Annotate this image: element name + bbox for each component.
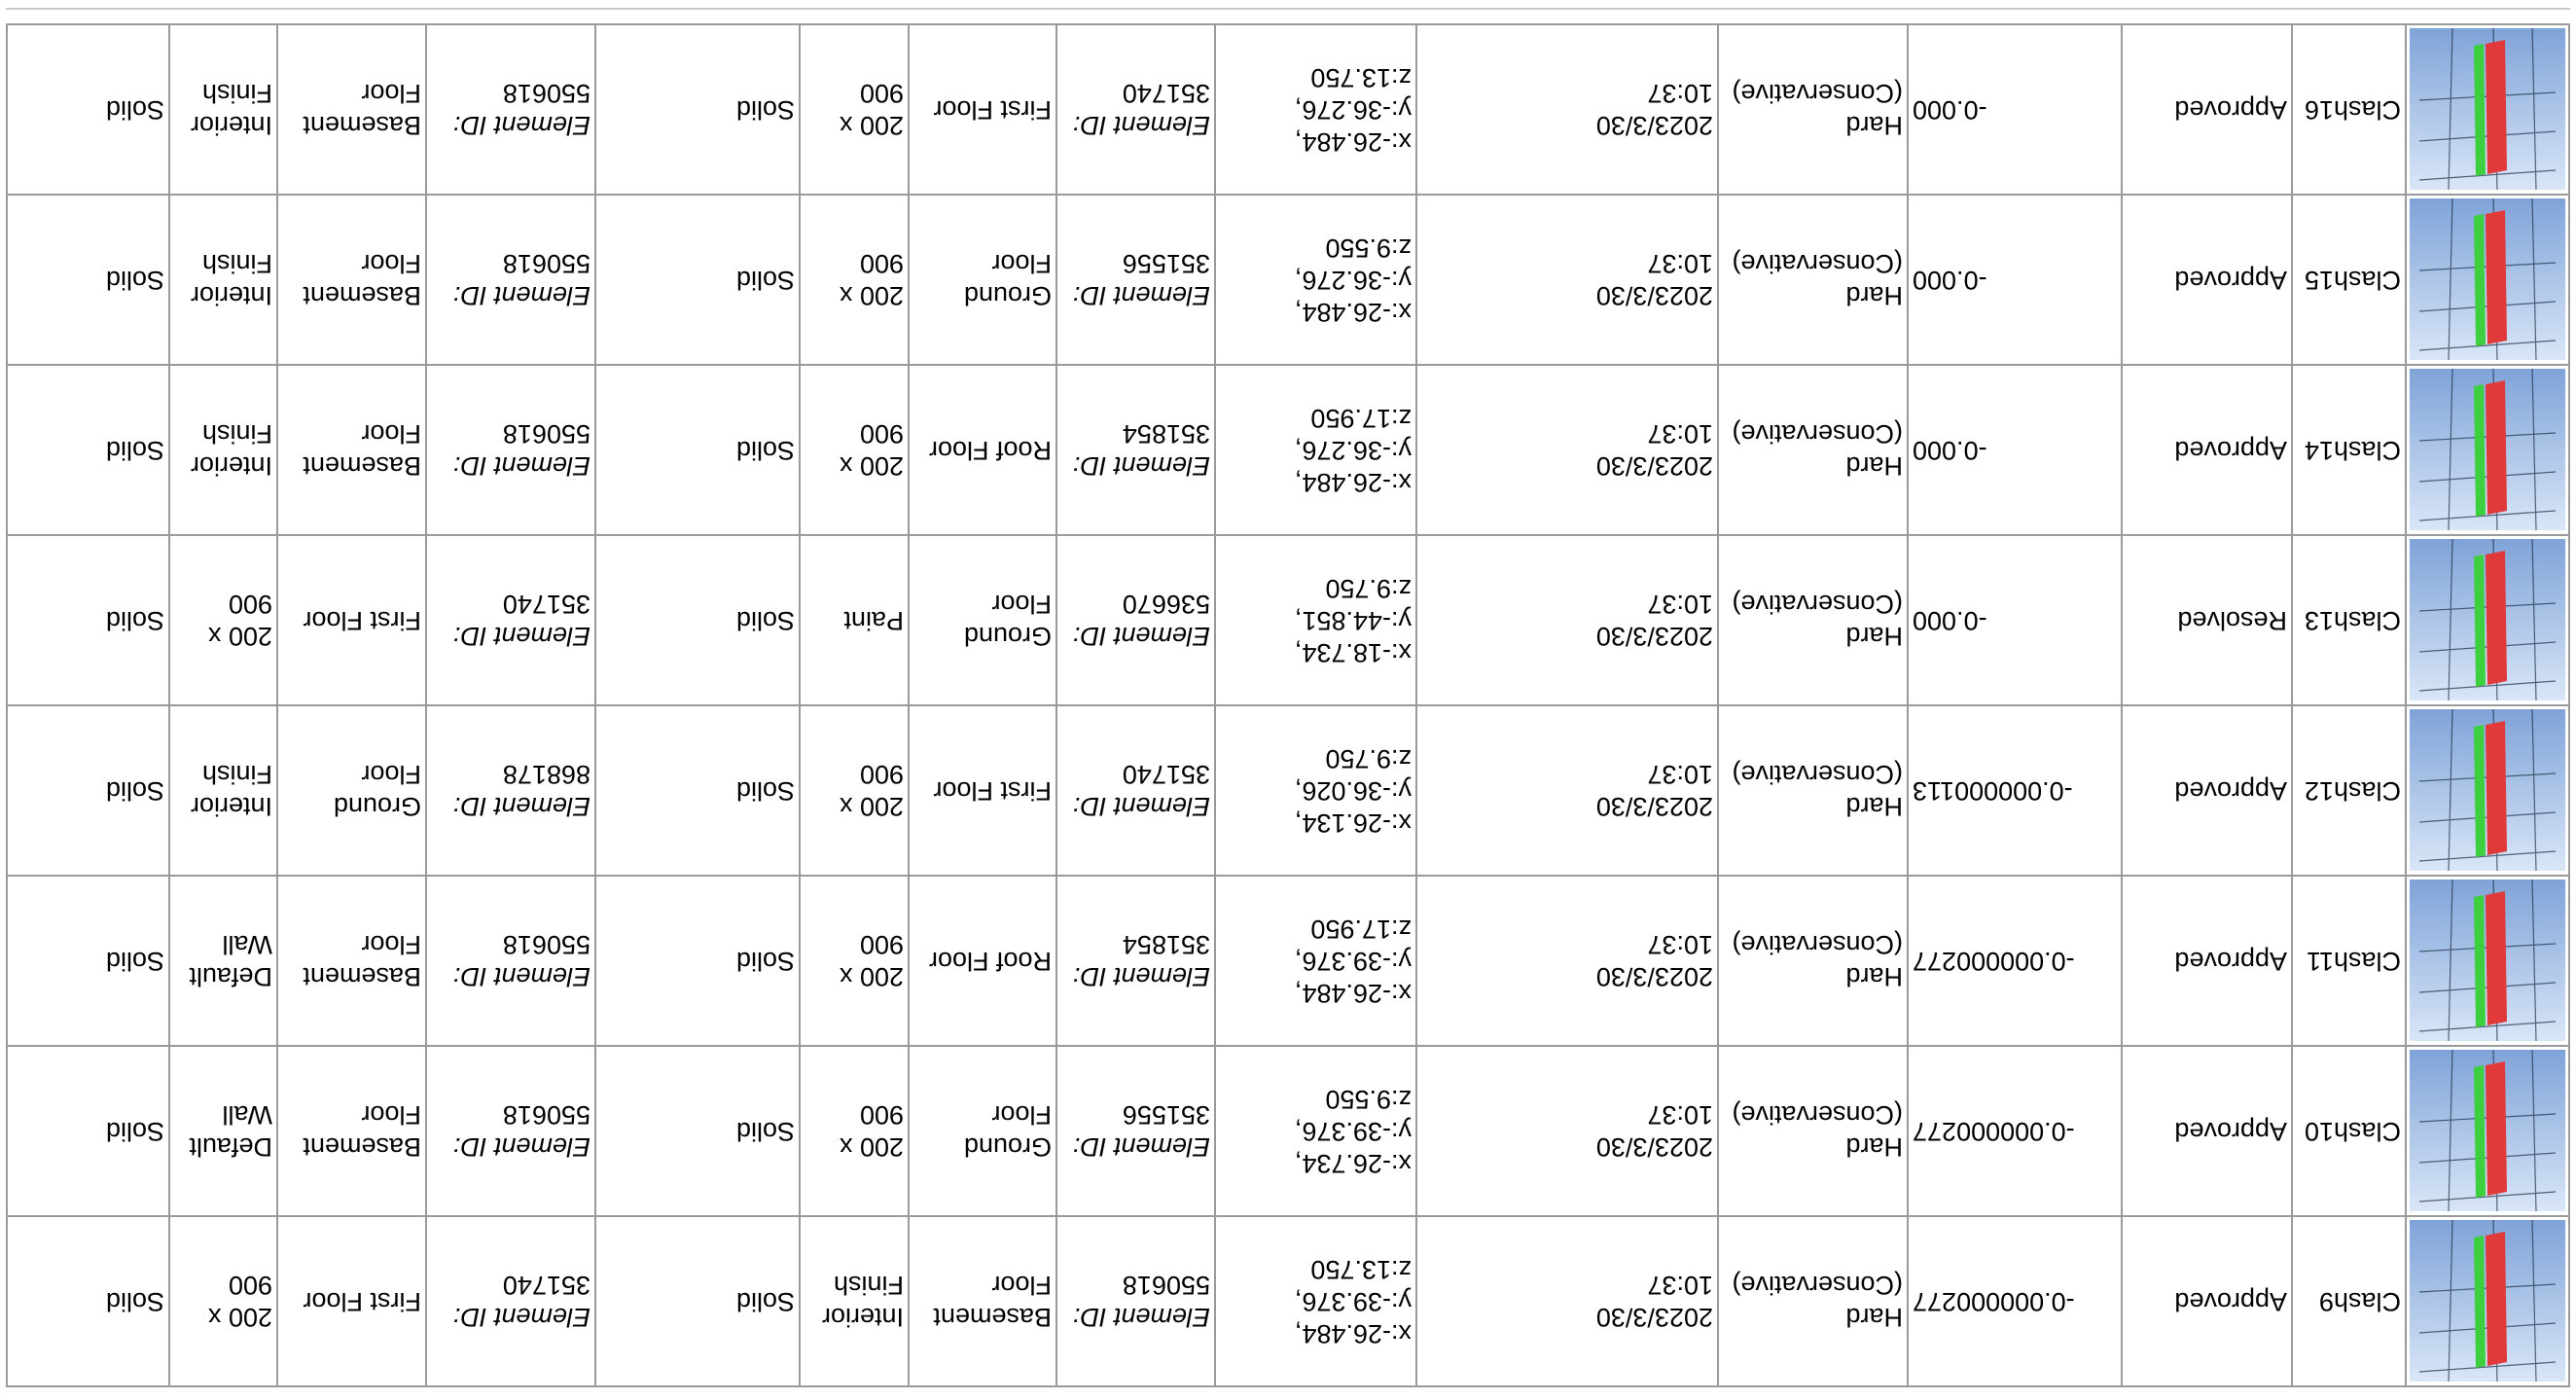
clash-name (2292, 705, 2406, 876)
clash-name (2292, 365, 2406, 535)
clash-thumbnail-image (2410, 29, 2565, 191)
item2-type-text: Solid (105, 947, 164, 976)
item1-element-id-text: 351854 (1122, 419, 1210, 449)
item2-layer (277, 195, 426, 365)
item1-name-text: 200 x 900 (839, 79, 904, 141)
item2-type (7, 1046, 169, 1216)
item1-type-text: Solid (735, 266, 795, 295)
item1-layer-text: Ground Floor (963, 249, 1052, 311)
clash-point-text: z:9.750 (1325, 744, 1412, 773)
clash-description-text: Hard (Conservative) (1732, 79, 1903, 141)
item2-element-id-text: 868178 (502, 760, 590, 790)
clash-description (1718, 876, 1908, 1046)
clash-distance-text: -0.000000113 (1913, 776, 2073, 806)
clash-point (1215, 365, 1416, 535)
clash-thumbnail-image (2410, 880, 2565, 1042)
item2-element-id-text: 550618 (502, 249, 590, 279)
clash-point (1215, 535, 1416, 705)
item1-type-text: Solid (735, 947, 795, 976)
clash-found-date-text: 2023/3/30 (1595, 1303, 1713, 1333)
clash-name-text: Clash11 (2306, 947, 2401, 976)
clash-distance (1908, 876, 2122, 1046)
clash-distance-text: -0.000000277 (1913, 1287, 2075, 1316)
item2-element-id-text: Element ID: (452, 1303, 590, 1333)
clash-name-text: Clash9 (2318, 1287, 2401, 1316)
item1-layer-text: Ground Floor (963, 590, 1052, 652)
item1-element-id-text: 550618 (1122, 1271, 1210, 1301)
item1-layer-text: First Floor (933, 776, 1052, 806)
item2-element-id-text: Element ID: (452, 962, 590, 992)
item2-type (7, 535, 169, 705)
item2-layer (277, 535, 426, 705)
item2-type-text: Solid (105, 606, 164, 635)
clash-point (1215, 1216, 1416, 1386)
clash-description (1718, 705, 1908, 876)
clash-name-text: Clash13 (2304, 606, 2401, 635)
clash-status-text: Approved (2174, 1117, 2287, 1146)
clash-status (2122, 365, 2292, 535)
clash-status (2122, 535, 2292, 705)
item1-type (595, 195, 800, 365)
clash-thumbnail-cell (2406, 24, 2569, 195)
clash-name-text: Clash14 (2304, 436, 2401, 465)
clash-name-text: Clash12 (2304, 776, 2401, 806)
clash-row (7, 195, 2569, 365)
item2-element-id-text: 550618 (502, 1100, 590, 1131)
clash-status (2122, 1216, 2292, 1386)
clash-name-text: Clash10 (2304, 1117, 2401, 1146)
item2-name-text: Interior Finish (190, 760, 272, 822)
clash-distance-text: -0.000 (1913, 436, 1987, 465)
clash-point-text: x:-18.734, y:-44.851, (1294, 606, 1412, 667)
clash-thumbnail-cell (2406, 1216, 2569, 1386)
item1-type-text: Solid (735, 776, 795, 806)
item2-element-id-text: Element ID: (452, 281, 590, 311)
clash-point (1215, 1046, 1416, 1216)
item2-element-id (426, 705, 595, 876)
item2-element-id-text: 351740 (502, 1271, 590, 1301)
clash-status (2122, 705, 2292, 876)
item1-layer-text: Ground Floor (963, 1100, 1052, 1163)
item2-element-id (426, 535, 595, 705)
item1-name-text: 200 x 900 (839, 760, 904, 822)
clash-point-text: x:-26.734, y:-39.376, (1294, 1117, 1412, 1178)
clash-description-text: Hard (Conservative) (1732, 760, 1903, 822)
clash-name (2292, 195, 2406, 365)
item2-type (7, 1216, 169, 1386)
item2-name-text: Interior Finish (190, 419, 272, 482)
clash-found-date (1416, 1216, 1718, 1386)
clash-found-date-text: 2023/3/30 (1595, 111, 1713, 141)
item2-element-id (426, 1216, 595, 1386)
clash-point (1215, 705, 1416, 876)
item2-element-id-text: 550618 (502, 930, 590, 960)
clash-point-text: x:-26.484, y:-39.376, (1294, 1287, 1412, 1348)
clash-description (1718, 1216, 1908, 1386)
item1-name (800, 1216, 909, 1386)
item1-name (800, 24, 909, 195)
item1-name-text: 200 x 900 (839, 930, 904, 992)
item2-type (7, 876, 169, 1046)
clash-thumbnail-cell (2406, 365, 2569, 535)
clash-point (1215, 876, 1416, 1046)
item1-element-id-text: Element ID: (1072, 451, 1210, 482)
clash-distance (1908, 195, 2122, 365)
clash-name (2292, 535, 2406, 705)
item2-layer-text: First Floor (303, 1287, 421, 1316)
clash-status-text: Approved (2174, 1287, 2287, 1316)
clash-status (2122, 1046, 2292, 1216)
clash-description (1718, 535, 1908, 705)
item1-type (595, 24, 800, 195)
item2-type-text: Solid (105, 95, 164, 125)
item2-type (7, 365, 169, 535)
item1-element-id (1056, 365, 1215, 535)
clash-point (1215, 24, 1416, 195)
item2-name (169, 535, 277, 705)
clash-distance (1908, 1216, 2122, 1386)
item2-name-text: Default Wall (189, 1100, 272, 1163)
clash-found-date-text: 10:37 (1647, 590, 1713, 620)
item1-type (595, 1046, 800, 1216)
page-rule (6, 8, 2570, 10)
clash-distance (1908, 1046, 2122, 1216)
item1-layer-text: Roof Floor (928, 436, 1052, 465)
item1-element-id (1056, 876, 1215, 1046)
item1-element-id (1056, 1046, 1215, 1216)
item2-type-text: Solid (105, 1287, 164, 1316)
clash-thumbnail-cell (2406, 195, 2569, 365)
item1-name (800, 1046, 909, 1216)
clash-status-text: Approved (2174, 436, 2287, 465)
item2-type (7, 24, 169, 195)
item1-element-id-text: Element ID: (1072, 281, 1210, 311)
item1-layer (909, 705, 1056, 876)
item2-layer (277, 24, 426, 195)
item2-type-text: Solid (105, 266, 164, 295)
clash-point-text: z:9.550 (1325, 233, 1412, 263)
clash-thumbnail-image (2410, 1051, 2565, 1212)
clash-description-text: Hard (Conservative) (1732, 1271, 1903, 1333)
item2-layer (277, 1046, 426, 1216)
item2-type-text: Solid (105, 436, 164, 465)
item2-name-text: Interior Finish (190, 79, 272, 141)
item2-layer (277, 1216, 426, 1386)
clash-status (2122, 876, 2292, 1046)
clash-found-date-text: 2023/3/30 (1595, 962, 1713, 992)
clash-status-text: Approved (2174, 266, 2287, 295)
item1-element-id-text: 351556 (1122, 1100, 1210, 1131)
clash-name (2292, 24, 2406, 195)
clash-distance (1908, 535, 2122, 705)
clash-found-date (1416, 1046, 1718, 1216)
clash-thumbnail-cell (2406, 535, 2569, 705)
clash-found-date (1416, 195, 1718, 365)
clash-distance (1908, 365, 2122, 535)
item2-name-text: Interior Finish (190, 249, 272, 311)
clash-found-date-text: 10:37 (1647, 930, 1713, 960)
item2-name-text: Default Wall (189, 930, 272, 992)
clash-found-date (1416, 535, 1718, 705)
clash-description-text: Hard (Conservative) (1732, 930, 1903, 992)
clash-status-text: Approved (2174, 947, 2287, 976)
clash-found-date-text: 2023/3/30 (1595, 451, 1713, 482)
item1-name (800, 876, 909, 1046)
clash-found-date-text: 10:37 (1647, 760, 1713, 790)
item1-element-id-text: Element ID: (1072, 111, 1210, 141)
item1-name-text: Paint (843, 606, 904, 635)
item1-type-text: Solid (735, 95, 795, 125)
item2-element-id-text: 550618 (502, 79, 590, 109)
item1-element-id-text: 351854 (1122, 930, 1210, 960)
clash-row (7, 535, 2569, 705)
clash-found-date (1416, 24, 1718, 195)
clash-status-text: Approved (2174, 95, 2287, 125)
clash-found-date (1416, 365, 1718, 535)
clash-description-text: Hard (Conservative) (1732, 1100, 1903, 1163)
item1-element-id-text: Element ID: (1072, 962, 1210, 992)
item2-layer-text: First Floor (303, 606, 421, 635)
item2-name (169, 365, 277, 535)
clash-point-text: z:9.750 (1325, 574, 1412, 603)
clash-distance-text: -0.000 (1913, 266, 1987, 295)
item1-element-id-text: 536670 (1122, 590, 1210, 620)
clash-found-date-text: 10:37 (1647, 249, 1713, 279)
clash-point (1215, 195, 1416, 365)
item1-layer (909, 1046, 1056, 1216)
item1-type (595, 1216, 800, 1386)
clash-distance (1908, 24, 2122, 195)
item2-type (7, 195, 169, 365)
clash-distance (1908, 705, 2122, 876)
item1-type-text: Solid (735, 436, 795, 465)
clash-thumbnail-image (2410, 540, 2565, 701)
item1-type-text: Solid (735, 1287, 795, 1316)
clash-name-text: Clash15 (2304, 266, 2401, 295)
clash-row (7, 705, 2569, 876)
item1-element-id-text: 351740 (1122, 79, 1210, 109)
item2-name (169, 195, 277, 365)
item2-layer (277, 705, 426, 876)
clash-row (7, 1216, 2569, 1386)
item1-element-id-text: Element ID: (1072, 792, 1210, 822)
item1-name (800, 535, 909, 705)
clash-name (2292, 1216, 2406, 1386)
clash-description (1718, 1046, 1908, 1216)
item1-element-id (1056, 705, 1215, 876)
clash-point-text: x:-26.134, y:-36.026, (1294, 776, 1412, 838)
item1-layer (909, 365, 1056, 535)
clash-name-text: Clash16 (2304, 95, 2401, 125)
clash-found-date-text: 10:37 (1647, 419, 1713, 449)
item2-element-id-text: Element ID: (452, 622, 590, 652)
item2-element-id-text: Element ID: (452, 792, 590, 822)
clash-description-text: Hard (Conservative) (1732, 590, 1903, 652)
item2-layer-text: Basement Floor (303, 930, 421, 992)
item1-type (595, 705, 800, 876)
item1-type-text: Solid (735, 606, 795, 635)
clash-found-date-text: 2023/3/30 (1595, 281, 1713, 311)
clash-point-text: x:-26.484, y:-36.276, (1294, 266, 1412, 327)
clash-row (7, 365, 2569, 535)
clash-found-date-text: 10:37 (1647, 1100, 1713, 1131)
item1-element-id (1056, 1216, 1215, 1386)
item2-layer (277, 876, 426, 1046)
clash-thumbnail-cell (2406, 1046, 2569, 1216)
clash-thumbnail-image (2410, 710, 2565, 872)
item1-type (595, 535, 800, 705)
item1-element-id (1056, 535, 1215, 705)
item1-name-text: 200 x 900 (839, 1100, 904, 1163)
clash-distance-text: -0.000000277 (1913, 947, 2075, 976)
clash-status-text: Resolved (2177, 606, 2287, 635)
clash-row (7, 24, 2569, 195)
clash-point-text: z:13.750 (1310, 1255, 1412, 1284)
clash-status-text: Approved (2174, 776, 2287, 806)
item2-name (169, 1046, 277, 1216)
item1-element-id-text: Element ID: (1072, 1303, 1210, 1333)
clash-description (1718, 365, 1908, 535)
item2-name (169, 1216, 277, 1386)
item2-name-text: 200 x 900 (207, 1271, 272, 1333)
item2-element-id (426, 365, 595, 535)
clash-report-table (6, 23, 2570, 1387)
item2-layer-text: Basement Floor (303, 419, 421, 482)
clash-point-text: x:-26.484, y:-36.276, (1294, 95, 1412, 157)
clash-found-date (1416, 876, 1718, 1046)
clash-name (2292, 1046, 2406, 1216)
item1-layer-text: First Floor (933, 95, 1052, 125)
clash-found-date-text: 2023/3/30 (1595, 792, 1713, 822)
item1-element-id (1056, 195, 1215, 365)
item2-element-id (426, 876, 595, 1046)
clash-point-text: z:17.950 (1310, 404, 1412, 433)
item2-element-id-text: 351740 (502, 590, 590, 620)
clash-description (1718, 24, 1908, 195)
clash-found-date-text: 2023/3/30 (1595, 1132, 1713, 1163)
item1-name (800, 195, 909, 365)
item2-layer-text: Basement Floor (303, 79, 421, 141)
item2-type-text: Solid (105, 1117, 164, 1146)
item1-name-text: 200 x 900 (839, 249, 904, 311)
item1-name (800, 705, 909, 876)
clash-point-text: z:17.950 (1310, 915, 1412, 944)
item2-layer-text: Basement Floor (303, 249, 421, 311)
item1-layer (909, 876, 1056, 1046)
item1-layer (909, 195, 1056, 365)
clash-thumbnail-cell (2406, 876, 2569, 1046)
clash-distance-text: -0.000000277 (1913, 1117, 2075, 1146)
clash-found-date-text: 2023/3/30 (1595, 622, 1713, 652)
item1-name-text: 200 x 900 (839, 419, 904, 482)
item1-element-id-text: 351740 (1122, 760, 1210, 790)
clash-found-date-text: 10:37 (1647, 79, 1713, 109)
item1-name (800, 365, 909, 535)
item2-element-id (426, 195, 595, 365)
item1-layer (909, 1216, 1056, 1386)
clash-row (7, 1046, 2569, 1216)
item1-name-text: Interior Finish (821, 1271, 904, 1333)
clash-point-text: z:13.750 (1310, 63, 1412, 92)
item1-type (595, 876, 800, 1046)
clash-point-text: x:-26.484, y:-36.276, (1294, 436, 1412, 497)
item1-layer (909, 24, 1056, 195)
item2-element-id (426, 1046, 595, 1216)
item1-element-id-text: 351556 (1122, 249, 1210, 279)
clash-thumbnail-cell (2406, 705, 2569, 876)
clash-description-text: Hard (Conservative) (1732, 249, 1903, 311)
clash-description (1718, 195, 1908, 365)
clash-point-text: z:9.550 (1325, 1085, 1412, 1114)
item1-element-id (1056, 24, 1215, 195)
item2-type (7, 705, 169, 876)
clash-status (2122, 195, 2292, 365)
item2-element-id-text: Element ID: (452, 111, 590, 141)
item1-element-id-text: Element ID: (1072, 622, 1210, 652)
item2-name (169, 876, 277, 1046)
item1-layer-text: Basement Floor (933, 1271, 1052, 1333)
clash-thumbnail-image (2410, 370, 2565, 531)
item2-layer-text: Ground Floor (333, 760, 421, 822)
item2-element-id-text: 550618 (502, 419, 590, 449)
clash-thumbnail-image (2410, 199, 2565, 361)
item1-layer-text: Roof Floor (928, 947, 1052, 976)
clash-row (7, 876, 2569, 1046)
clash-name (2292, 876, 2406, 1046)
item2-layer-text: Basement Floor (303, 1100, 421, 1163)
item2-element-id (426, 24, 595, 195)
item2-name (169, 705, 277, 876)
item2-name (169, 24, 277, 195)
item2-name-text: 200 x 900 (207, 590, 272, 652)
item2-layer (277, 365, 426, 535)
clash-distance-text: -0.000 (1913, 95, 1987, 125)
clash-description-text: Hard (Conservative) (1732, 419, 1903, 482)
clash-found-date (1416, 705, 1718, 876)
clash-point-text: x:-26.484, y:-39.376, (1294, 947, 1412, 1008)
clash-thumbnail-image (2410, 1221, 2565, 1382)
item2-type-text: Solid (105, 776, 164, 806)
item2-element-id-text: Element ID: (452, 1132, 590, 1163)
clash-status (2122, 24, 2292, 195)
item1-element-id-text: Element ID: (1072, 1132, 1210, 1163)
item1-type-text: Solid (735, 1117, 795, 1146)
item1-type (595, 365, 800, 535)
item1-layer (909, 535, 1056, 705)
item2-element-id-text: Element ID: (452, 451, 590, 482)
clash-distance-text: -0.000 (1913, 606, 1987, 635)
clash-found-date-text: 10:37 (1647, 1271, 1713, 1301)
